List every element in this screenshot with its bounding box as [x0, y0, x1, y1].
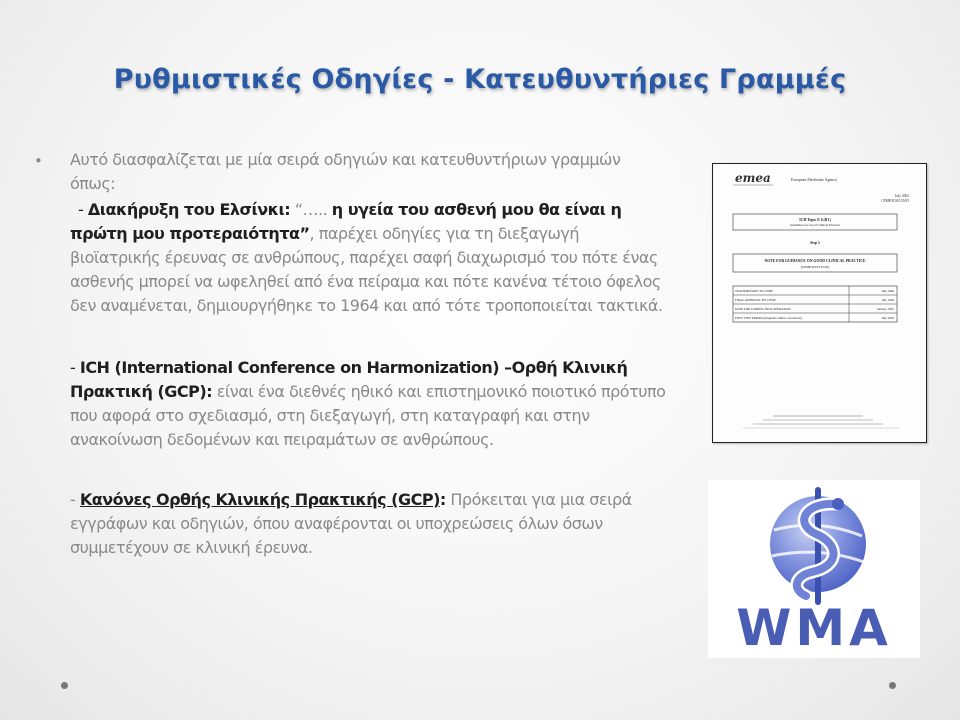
emea-document-image — [712, 163, 927, 443]
intro-paragraph: Αυτό διασφαλίζεται με μία σειρά οδηγιών και κατευθυντήριων γραμμών όπως: — [70, 150, 621, 193]
gcp-title: Κανόνες Ορθής Κλινικής Πρακτικής (GCP) — [79, 490, 440, 509]
emea-logo-text: emea — [735, 171, 771, 185]
emea-note-title: NOTE FOR GUIDANCE ON GOOD CLINICAL PRACTICE — [764, 259, 866, 263]
emea-table-cell: July 1996 — [881, 289, 894, 293]
wma-logo — [708, 480, 920, 658]
ich-title: ICH (International Conference on Harmonization) –Ορθή Κλινική Πρακτική (GCP): — [70, 358, 628, 401]
emea-table-cell: TRANSMISSION TO CPMP — [735, 289, 773, 293]
helsinki-dash: - — [78, 200, 88, 219]
emea-step: Step 5 — [810, 241, 820, 245]
emea-table-cell: January 1997 — [876, 307, 894, 311]
emea-table-cell: DATE FOR COMING INTO OPERATION — [735, 307, 791, 311]
helsinki-quote-open: “….. — [290, 200, 332, 219]
gcp-dash: - — [70, 490, 80, 509]
emea-note-ref: (CPMP/ICH/135/95) — [800, 265, 830, 269]
emea-footer-lines — [743, 416, 899, 428]
gcp-colon: : — [439, 490, 446, 509]
helsinki-title: Διακήρυξη του Ελσίνκι: — [87, 200, 291, 219]
helsinki-text: , παρέχει οδηγίες για τη διεξαγωγή βιοϊατρικής έρευνας σε ανθρώπους, παρέχει σαφή διαχωρισμό του πότε ένας ασθενής μπορεί να ωφεληθεί από ένα πείραμα και πότε κανένα τέτοιο όφελος δεν αναμένεται, δημιουργήθηκε το 1964 και από τότε τροποποιείται τακτικά. — [70, 224, 663, 315]
emea-agency: European Medicines Agency — [791, 177, 838, 182]
bullet-marker: • — [34, 152, 43, 170]
gcp-paragraph — [70, 488, 670, 560]
gcp-text: Πρόκειται για μια σειρά εγγράφων και οδηγιών, όπου αναφέρονται οι υποχρεώσεις όλων όσων συμμετέχουν σε κλινική έρευνα. — [70, 490, 632, 557]
wma-logo-drawing — [708, 480, 920, 658]
slide-title: Ρυθμιστικές Οδηγίες - Κατευθυντήριες Γραμμές — [113, 64, 847, 95]
emea-date: July 2002 — [894, 194, 909, 198]
emea-table — [733, 286, 897, 322]
corner-dot-right — [889, 682, 896, 689]
emea-table-cell: July 1996 — [881, 298, 894, 302]
ich-dash: - — [70, 358, 80, 377]
ich-paragraph — [70, 356, 670, 452]
emea-topic: ICH Topic E 6 (R1) — [799, 218, 831, 222]
emea-table-cell: FINAL APPROVAL BY CPMP — [735, 298, 776, 302]
emea-table-cell: POST STEP ERRATA (linguistic minor corrections) — [735, 316, 802, 320]
emea-topic-sub: Guideline for Good Clinical Practice — [790, 223, 840, 227]
ich-text: είναι ένα διεθνές ηθικό και επιστημονικό ποιοτικό πρότυπο που αφορά στο σχεδιασμό, στη διεξαγωγή, στη καταγραφή και στην ανακοίνωση δεδομένων και πειραμάτων σε ανθρώπους. — [70, 382, 666, 449]
helsinki-quote: η υγεία του ασθενή μου θα είναι η πρώτη μου προτεραιότητα” — [70, 200, 622, 243]
emea-ref: CPMP/ICH/135/95 — [881, 199, 909, 203]
helsinki-paragraph — [70, 198, 670, 318]
emea-document-drawing — [713, 164, 926, 442]
wma-logo-text: WMA — [736, 599, 892, 657]
corner-dot-left — [61, 682, 68, 689]
body-text — [70, 148, 670, 560]
emea-table-cell: July 2002 — [881, 316, 894, 320]
